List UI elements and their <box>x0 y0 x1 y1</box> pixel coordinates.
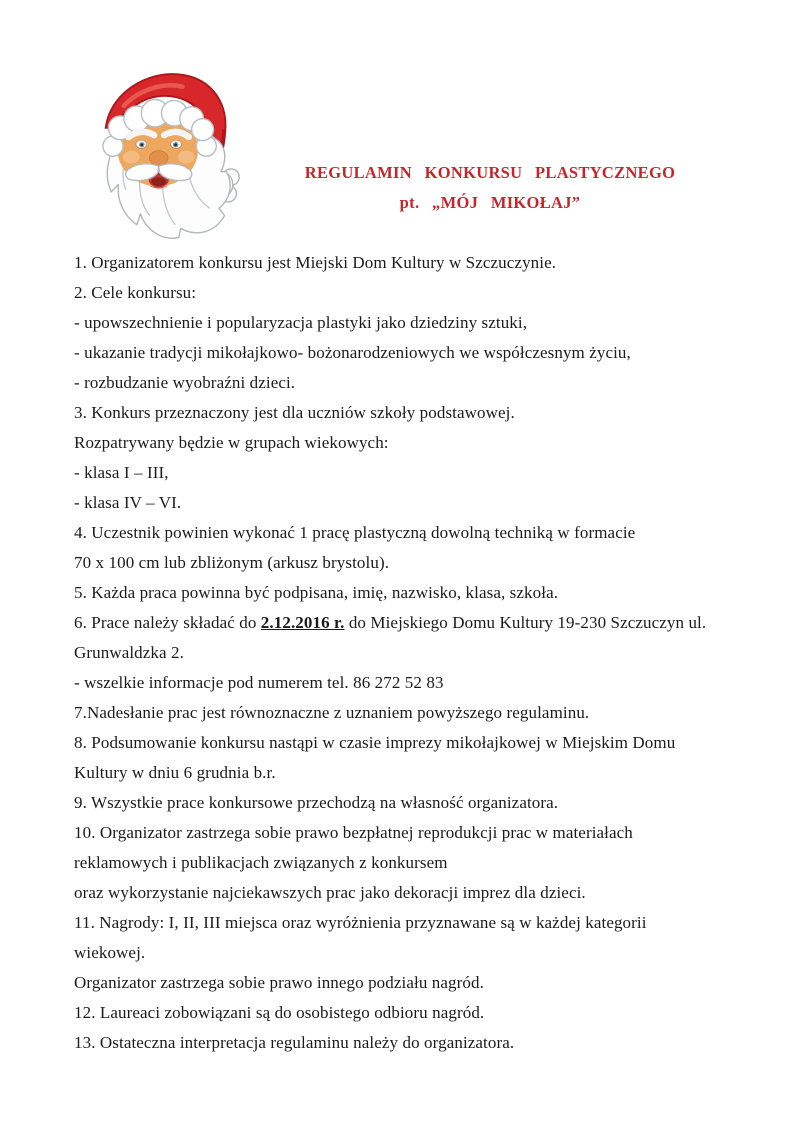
santa-cheek-left <box>123 151 139 164</box>
regulation-line <box>74 488 774 518</box>
regulation-text: reklamowych i publikacjach związanych z konkursem <box>74 853 448 872</box>
regulation-line <box>74 368 774 398</box>
regulation-text: 7.Nadesłanie prac jest równoznaczne z uznaniem powyższego regulaminu. <box>74 703 590 722</box>
regulation-line <box>74 908 774 938</box>
regulation-line <box>74 548 774 578</box>
deadline-date-text: 2.12.2016 r. <box>260 613 345 632</box>
regulation-line <box>74 698 774 728</box>
regulation-line <box>74 968 774 998</box>
regulation-line <box>74 248 774 278</box>
regulation-text: 9. Wszystkie prace konkursowe przechodzą na własność organizatora. <box>74 793 559 812</box>
regulation-line <box>74 998 774 1028</box>
regulation-text: do Miejskiego Domu Kultury 19-230 Szczuczyn ul. <box>344 613 707 632</box>
document-title <box>180 158 800 218</box>
regulation-text: 70 x 100 cm lub zbliżonym (arkusz brystolu). <box>74 553 390 572</box>
regulation-text: oraz wykorzystanie najciekawszych prac jako dekoracji imprez dla dzieci. <box>74 883 586 902</box>
regulation-text: wiekowej. <box>74 943 146 962</box>
regulation-line <box>74 638 774 668</box>
regulation-text: - ukazanie tradycji mikołajkowo- bożonarodzeniowych we współczesnym życiu, <box>74 343 631 362</box>
regulation-line <box>74 428 774 458</box>
regulation-text: 8. Podsumowanie konkursu nastąpi w czasie imprezy mikołajkowej w Miejskim Domu <box>74 733 676 752</box>
regulation-line <box>74 338 774 368</box>
regulation-text: 4. Uczestnik powinien wykonać 1 pracę plastyczną dowolną techniką w formacie <box>74 523 636 542</box>
regulation-text: 2. Cele konkursu: <box>74 283 197 302</box>
title-line-2: pt. „MÓJ MIKOŁAJ” <box>399 193 581 212</box>
regulation-line <box>74 818 774 848</box>
regulation-line <box>74 608 774 638</box>
regulation-text: - rozbudzanie wyobraźni dzieci. <box>74 373 296 392</box>
regulation-text: Organizator zastrzega sobie prawo innego podziału nagród. <box>74 973 484 992</box>
regulation-line <box>74 398 774 428</box>
regulation-line <box>74 668 774 698</box>
regulation-line <box>74 518 774 548</box>
regulation-text: 6. Prace należy składać do <box>74 613 261 632</box>
regulation-line <box>74 878 774 908</box>
regulation-text: 11. Nagrody: I, II, III miejsca oraz wyróżnienia przyznawane są w każdej kategorii <box>74 913 647 932</box>
santa-nose <box>150 151 168 166</box>
regulation-line <box>74 458 774 488</box>
regulation-text: - wszelkie informacje pod numerem tel. 86 272 52 83 <box>74 673 444 692</box>
regulation-line <box>74 1028 774 1058</box>
regulation-text: - klasa I – III, <box>74 463 169 482</box>
regulation-line <box>74 848 774 878</box>
regulation-text: 13. Ostateczna interpretacja regulaminu należy do organizatora. <box>74 1033 515 1052</box>
regulation-text: 10. Organizator zastrzega sobie prawo bezpłatnej reprodukcji prac w materiałach <box>74 823 633 842</box>
regulation-line <box>74 938 774 968</box>
title-line-1: REGULAMIN KONKURSU PLASTYCZNEGO <box>304 163 676 182</box>
regulation-text: Rozpatrywany będzie w grupach wiekowych: <box>74 433 389 452</box>
regulation-text: 5. Każda praca powinna być podpisana, imię, nazwisko, klasa, szkoła. <box>74 583 559 602</box>
regulation-text: 12. Laureaci zobowiązani są do osobistego odbioru nagród. <box>74 1003 485 1022</box>
regulation-line <box>74 788 774 818</box>
regulation-text: Grunwaldzka 2. <box>74 643 184 662</box>
regulation-text: - upowszechnienie i popularyzacja plastyki jako dziedziny sztuki, <box>74 313 528 332</box>
regulation-text: 3. Konkurs przeznaczony jest dla uczniów szkoły podstawowej. <box>74 403 515 422</box>
regulation-text: 1. Organizatorem konkursu jest Miejski Dom Kultury w Szczuczynie. <box>74 253 557 272</box>
regulation-line <box>74 578 774 608</box>
regulation-line <box>74 758 774 788</box>
regulation-line <box>74 728 774 758</box>
regulation-text: - klasa IV – VI. <box>74 493 182 512</box>
regulation-body <box>74 248 774 1058</box>
regulation-text: Kultury w dniu 6 grudnia b.r. <box>74 763 276 782</box>
regulation-line <box>74 308 774 338</box>
regulation-line <box>74 278 774 308</box>
